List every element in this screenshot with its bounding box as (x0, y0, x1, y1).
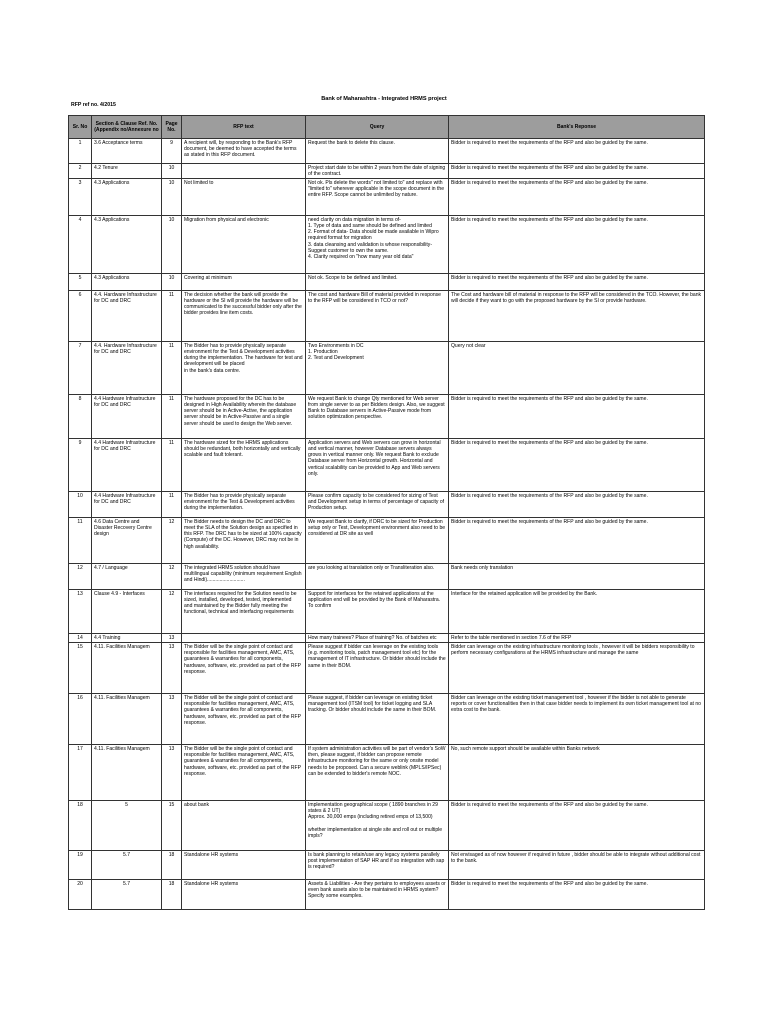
cell-rfp-text: A recipient will, by responding to the Bank's RFP document, be deemed to have accepted the terms as stated in this RFP document. (182, 139, 306, 164)
cell-page-no: 15 (162, 801, 182, 851)
rfp-reference: RFP ref no. 4/2015 (71, 102, 116, 108)
cell-bank-response: Bidder is required to meet the requirements of the RFP and also be guided by the same. (449, 216, 705, 274)
cell-page-no: 11 (162, 395, 182, 439)
table-row (69, 274, 705, 291)
cell-section-clause: 4.2 Tenure (92, 164, 162, 179)
cell-query: Not ok. Pls delete the words" not limited to" and replace with "limited to" wherever applicable in the scope document in the entire RFP. Scope cannot be unlimited by nature. (306, 179, 449, 216)
cell-page-no: 12 (162, 590, 182, 634)
cell-section-clause: 4.6 Data Centre and Disaster Recovery Centre design (92, 518, 162, 564)
cell-sr-no: 6 (69, 291, 92, 342)
cell-rfp-text: Migration from physical and electronic (182, 216, 306, 274)
table-row (69, 880, 705, 910)
cell-bank-response: Bidder is required to meet the requirements of the RFP and also be guided by the same. (449, 801, 705, 851)
cell-section-clause: 4.4 Hardware Infrastructure for DC and DRC (92, 492, 162, 518)
cell-query: Please suggest, if bidder can leverage on existing ticket management tool (ITSM tool) for ticket logging and SLA tracking. Or bidder should include the same in their BOM. (306, 694, 449, 745)
table-row (69, 851, 705, 880)
cell-page-no: 10 (162, 274, 182, 291)
cell-page-no: 11 (162, 492, 182, 518)
table-row (69, 291, 705, 342)
table-row (69, 801, 705, 851)
cell-sr-no: 13 (69, 590, 92, 634)
cell-section-clause: 3.6 Acceptance terms (92, 139, 162, 164)
cell-section-clause: Clause 4.9 - Interfaces (92, 590, 162, 634)
cell-section-clause: 4.4 Hardware Infrastructure for DC and DRC (92, 439, 162, 492)
cell-rfp-text: The Bidder will be the single point of contact and responsible for facilities management, AMC, ATS, guarantees & warranties for all components, hardware, software, etc. provided as part of the RFP response. (182, 745, 306, 801)
cell-sr-no: 16 (69, 694, 92, 745)
cell-page-no: 11 (162, 342, 182, 395)
cell-rfp-text: Standalone HR systems (182, 880, 306, 910)
cell-bank-response: Interface for the retained application will be provided by the Bank. (449, 590, 705, 634)
cell-section-clause: 4.11. Facilities Managem (92, 643, 162, 694)
cell-query: Project start date to be within 2 years from the date of signing of the contract. (306, 164, 449, 179)
cell-sr-no: 18 (69, 801, 92, 851)
cell-sr-no: 3 (69, 179, 92, 216)
cell-section-clause: 4.4. Hardware Infrastructure for DC and DRC (92, 291, 162, 342)
cell-sr-no: 4 (69, 216, 92, 274)
cell-page-no: 13 (162, 634, 182, 643)
cell-bank-response: Bidder is required to meet the requirements of the RFP and also be guided by the same. (449, 179, 705, 216)
cell-rfp-text: The Bidder will be the single point of contact and responsible for facilities management, AMC, ATS, guarantees & warranties for all components, hardware, software, etc. provided as part of the RFP response. (182, 643, 306, 694)
cell-rfp-text: The Bidder has to provide physically separate environment for the Test & Development activities during the implementation. The hardware for test and development will be placed in the bank's data centre. (182, 342, 306, 395)
cell-query: are you looking at translation only or Transliteration also. (306, 564, 449, 590)
table-row (69, 179, 705, 216)
cell-query: Application servers and Web servers can grow in horizontal and vertical manner, however Database servers always grows in vertical manner only. We request Bank to exclude Database server from Horizontal growth. Horizontal and vertical scalability can be provided to App and Web servers only. (306, 439, 449, 492)
header-page-no: Page No. (162, 116, 182, 139)
cell-rfp-text: The hardware sized for the HRMS applications should be redundant, both horizontally and vertically scalable and fault tolerant. (182, 439, 306, 492)
cell-query: Assets & Liabilities - Are they pertains to employees assets or even bank assets also to be maintained in HRMS system? Specify some examples. (306, 880, 449, 910)
cell-query: We request Bank to change Qty mentioned for Web server from single server to as per Bidders design. Also, we suggest Bank to Database servers in Active-Passive mode from solution optimization perspective. (306, 395, 449, 439)
cell-rfp-text: The Bidder will be the single point of contact and responsible for facilities management, AMC, ATS, guarantees & warranties for all components, hardware, software, etc. provided as part of the RFP response. (182, 694, 306, 745)
cell-bank-response: The Cost and hardware bill of material in response to the RFP will be considered in the TCO. However, the bank will decide if they want to go with the proposed hardware by the SI or provide hardware. (449, 291, 705, 342)
table-row (69, 643, 705, 694)
cell-page-no: 11 (162, 439, 182, 492)
cell-bank-response: Bidder can leverage on the existing infrastructure monitoring tools , however it will be bidders responsibility to perform necessary configurations at the HRMS infrastructure and manage the same (449, 643, 705, 694)
cell-bank-response: Not envisaged as of now however if required in future , bidder should be able to integrate without additional cost to the bank. (449, 851, 705, 880)
cell-bank-response: Bank needs only translation (449, 564, 705, 590)
cell-bank-response: Bidder is required to meet the requirements of the RFP and also be guided by the same. (449, 880, 705, 910)
cell-section-clause: 5.7 (92, 880, 162, 910)
cell-page-no: 12 (162, 564, 182, 590)
cell-section-clause: 4.4. Hardware Infrastructure for DC and DRC (92, 342, 162, 395)
cell-page-no: 12 (162, 518, 182, 564)
cell-query: Two Environments in DC 1. Production 2. Test and Development (306, 342, 449, 395)
header-query: Query (306, 116, 449, 139)
cell-rfp-text: Covering at minimum (182, 274, 306, 291)
cell-sr-no: 15 (69, 643, 92, 694)
table-row (69, 694, 705, 745)
cell-sr-no: 11 (69, 518, 92, 564)
cell-sr-no: 8 (69, 395, 92, 439)
cell-bank-response: Bidder is required to meet the requirements of the RFP and also be guided by the same. (449, 439, 705, 492)
cell-page-no: 13 (162, 745, 182, 801)
table-row (69, 216, 705, 274)
table-row (69, 164, 705, 179)
table-header-row (69, 116, 705, 139)
cell-section-clause: 5.7 (92, 851, 162, 880)
cell-rfp-text (182, 634, 306, 643)
cell-rfp-text: Standalone HR systems (182, 851, 306, 880)
cell-sr-no: 5 (69, 274, 92, 291)
cell-section-clause: 4.3 Applications (92, 179, 162, 216)
cell-query: Is bank planning to retain/use any legacy systems parallely post implementation of SAP HR and if so integration with sap is required? (306, 851, 449, 880)
header-bank-response: Bank's Reponse (449, 116, 705, 139)
cell-rfp-text: The integrated HRMS solution should have multilingual capability (minimum requirement English and Hindi)........................... (182, 564, 306, 590)
table-row (69, 139, 705, 164)
cell-bank-response: Bidder is required to meet the requirements of the RFP and also be guided by the same. (449, 164, 705, 179)
table-body (69, 139, 705, 910)
cell-page-no: 11 (162, 291, 182, 342)
cell-query: How many trainees? Place of training? No. of batches etc (306, 634, 449, 643)
cell-sr-no: 20 (69, 880, 92, 910)
cell-bank-response: Bidder can leverage on the existing ticket management tool , however if the bidder is not able to generate reports or cover functionalities then in that case bidder needs to implement its own ticket management tool at no extra cost to the bank. (449, 694, 705, 745)
cell-section-clause: 4.3 Applications (92, 216, 162, 274)
cell-sr-no: 14 (69, 634, 92, 643)
cell-page-no: 13 (162, 694, 182, 745)
cell-page-no: 18 (162, 880, 182, 910)
cell-section-clause: 4.4 Hardware Infrastructure for DC and DRC (92, 395, 162, 439)
cell-query: Support for interfaces for the retained applications at the application end will be provided by the Bank of Maharastra. To confirm (306, 590, 449, 634)
cell-page-no: 10 (162, 179, 182, 216)
cell-page-no: 10 (162, 164, 182, 179)
cell-page-no: 10 (162, 216, 182, 274)
cell-bank-response: Query not clear (449, 342, 705, 395)
cell-query: Please suggest if bidder can leverage on the existing tools (e.g. monitoring tools, patch management tool etc) for the management of IT infrastructure. Or bidder should include the same in their BOM. (306, 643, 449, 694)
cell-sr-no: 9 (69, 439, 92, 492)
table-row (69, 439, 705, 492)
cell-bank-response: Bidder is required to meet the requirements of the RFP and also be guided by the same. (449, 139, 705, 164)
cell-rfp-text: about bank (182, 801, 306, 851)
table-row (69, 395, 705, 439)
cell-query: Not ok. Scope to be defined and limited. (306, 274, 449, 291)
table-row (69, 634, 705, 643)
cell-rfp-text: The hardware proposed for the DC has to be designed in High Availability wherein the database server should be in Active-Active, the application server should be in Active-Passive and a single server should be used to design the Web server. (182, 395, 306, 439)
cell-query: Please confirm capacity to be considered for sizing of Test and Development setup in terms of percentage of capacity of Production setup. (306, 492, 449, 518)
cell-sr-no: 17 (69, 745, 92, 801)
cell-rfp-text: The Bidder needs to design the DC and DRC to meet the SLA of the Solution design as specified in this RFP. The DRC has to be sized at 100% capacity (Compute) of the DC. However, DRC may not be in high availability. (182, 518, 306, 564)
cell-bank-response: Bidder is required to meet the requirements of the RFP and also be guided by the same. (449, 518, 705, 564)
cell-page-no: 18 (162, 851, 182, 880)
cell-bank-response: Refer to the table mentioned in section 7.6 of the RFP (449, 634, 705, 643)
cell-sr-no: 1 (69, 139, 92, 164)
table-row (69, 745, 705, 801)
cell-query: Request the bank to delete this clause. (306, 139, 449, 164)
table-row (69, 590, 705, 634)
cell-section-clause: 4.7 / Language (92, 564, 162, 590)
cell-query: Implementation geographical scope ( 1890 branches in 29 states & 2 UT) Approx. 30,000 emps (including retired emps of 13,500) whether implementation at single site and roll out or multiple impls? (306, 801, 449, 851)
cell-bank-response: Bidder is required to meet the requirements of the RFP and also be guided by the same. (449, 274, 705, 291)
header-sr-no: Sr. No (69, 116, 92, 139)
header-section-clause: Section & Clause Ref. No.(Appendix no/Annexure no (92, 116, 162, 139)
header-rfp-text: RFP text (182, 116, 306, 139)
cell-rfp-text (182, 164, 306, 179)
cell-rfp-text: The decision whether the bank will provide the hardware or the SI will provide the hardware will be communicated to the successful bidder only after the bidder provides line item costs. (182, 291, 306, 342)
cell-bank-response: Bidder is required to meet the requirements of the RFP and also be guided by the same. (449, 492, 705, 518)
cell-sr-no: 19 (69, 851, 92, 880)
cell-bank-response: No, such remote support should be available within Banks network (449, 745, 705, 801)
cell-query: We request Bank to clarify, if DRC to be sized for Production setup only or Test, Development environment also need to be considered at DR site as well (306, 518, 449, 564)
cell-rfp-text: The interfaces required for the Solution need to be sized, installed, developed, tested, implemented and maintained by the Bidder fully meeting the functional, technical and interfacing requirements (182, 590, 306, 634)
cell-rfp-text: Not limited to (182, 179, 306, 216)
cell-sr-no: 10 (69, 492, 92, 518)
cell-section-clause: 4.4 Training (92, 634, 162, 643)
cell-query: The cost and hardware Bill of material provided in response to the RFP will be considered in TCO or not? (306, 291, 449, 342)
cell-sr-no: 12 (69, 564, 92, 590)
table-row (69, 342, 705, 395)
query-response-table (68, 115, 705, 910)
cell-query: If system administration activities will be part of vendor's SoW then, please suggest, if bidder can propose remote infrastructure monitoring for the same or only onsite model needs to be proposed. Can a secure weblink (MPLS/IPSec) can be extended to bidder's remote NOC. (306, 745, 449, 801)
table-row (69, 518, 705, 564)
cell-page-no: 13 (162, 643, 182, 694)
cell-sr-no: 2 (69, 164, 92, 179)
cell-bank-response: Bidder is required to meet the requirements of the RFP and also be guided by the same. (449, 395, 705, 439)
document-title: Bank of Maharashtra - Integrated HRMS project (321, 96, 447, 102)
table-row (69, 492, 705, 518)
cell-query: need clarity on data migration in terms of- 1. Type of data and same should be defined and limited 2. Format of data- Data should be made available in Wipro required format for migration 3. data cleansing and validation is whose responsibility- Suggest customer to own the same. 4. Clarity required on "how many year old data" (306, 216, 449, 274)
cell-section-clause: 4.3 Applications (92, 274, 162, 291)
cell-section-clause: 4.11. Facilities Managem (92, 745, 162, 801)
cell-section-clause: 4.11. Facilities Managem (92, 694, 162, 745)
cell-rfp-text: The Bidder has to provide physically separate environment for the Test & Development activities during the implementation. (182, 492, 306, 518)
table-row (69, 564, 705, 590)
cell-sr-no: 7 (69, 342, 92, 395)
cell-page-no: 9 (162, 139, 182, 164)
cell-section-clause: 5 (92, 801, 162, 851)
